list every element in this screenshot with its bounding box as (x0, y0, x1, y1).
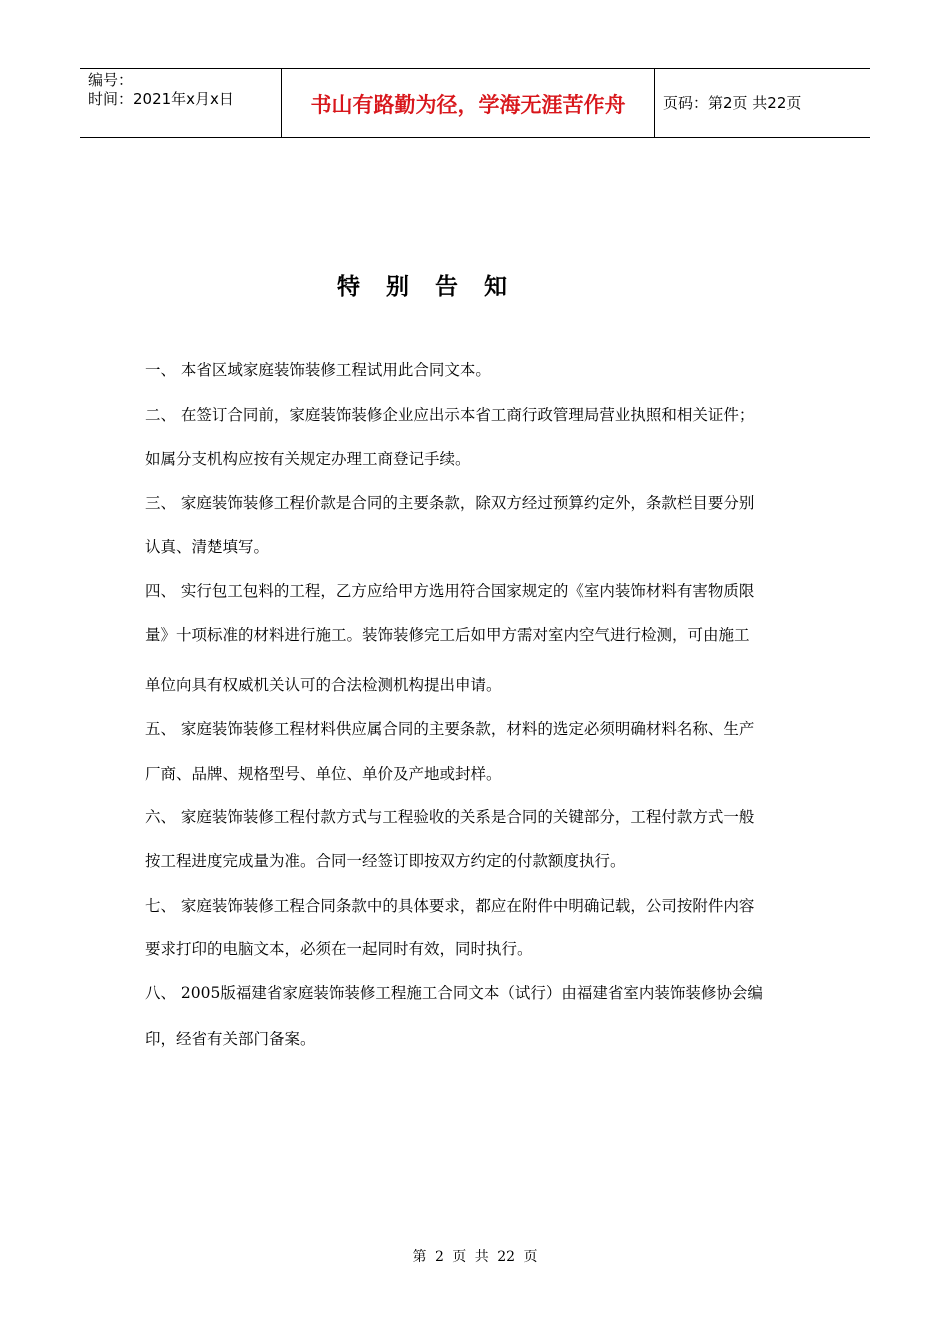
notice-item-7-line-1: 七、 家庭装饰装修工程合同条款中的具体要求，都应在附件中明确记载，公司按附件内容 (145, 897, 755, 915)
page-footer: 第 2 页 共 22 页 (412, 1249, 538, 1265)
notice-item-3-line-2: 认真、清楚填写。 (145, 538, 270, 556)
notice-item-3-line-1: 三、 家庭装饰装修工程价款是合同的主要条款，除双方经过预算约定外，条款栏目要分别 (145, 494, 755, 512)
header-info-cell (80, 69, 282, 137)
document-number-label: 编号： (88, 71, 134, 89)
header-table (80, 68, 870, 138)
notice-item-4-line-1: 四、 实行包工包料的工程，乙方应给甲方选用符合国家规定的《室内装饰材料有害物质限 (145, 582, 755, 600)
header-motto: 书山有路勤为径，学海无涯苦作舟 (310, 93, 626, 117)
document-time-label: 时间：2021年x月x日 (88, 90, 234, 108)
page-title: 特别告知 (337, 274, 533, 300)
header-page-cell (655, 69, 870, 137)
notice-item-1-line-1: 一、 本省区域家庭装饰装修工程试用此合同文本。 (145, 361, 491, 379)
notice-item-7-line-2: 要求打印的电脑文本，必须在一起同时有效，同时执行。 (145, 940, 533, 958)
notice-item-5-line-1: 五、 家庭装饰装修工程材料供应属合同的主要条款，材料的选定必须明确材料名称、生产 (145, 720, 755, 738)
notice-item-4-line-2: 量》十项标准的材料进行施工。装饰装修完工后如甲方需对室内空气进行检测，可由施工 (145, 626, 750, 644)
notice-item-6-line-2: 按工程进度完成量为准。合同一经签订即按双方约定的付款额度执行。 (145, 852, 626, 870)
header-motto-cell (282, 69, 655, 137)
notice-item-2-line-2: 如属分支机构应按有关规定办理工商登记手续。 (145, 450, 471, 468)
notice-item-6-line-1: 六、 家庭装饰装修工程付款方式与工程验收的关系是合同的关键部分，工程付款方式一般 (145, 808, 755, 826)
header-page-info: 页码：第2页 共22页 (663, 94, 802, 112)
notice-item-5-line-2: 厂商、品牌、规格型号、单位、单价及产地或封样。 (145, 765, 502, 783)
notice-item-4-line-3: 单位向具有权威机关认可的合法检测机构提出申请。 (145, 676, 502, 694)
notice-item-8-line-1: 八、 2005版福建省家庭装饰装修工程施工合同文本（试行）由福建省室内装饰装修协会编 (145, 984, 763, 1002)
notice-item-8-line-2: 印，经省有关部门备案。 (145, 1030, 316, 1048)
notice-item-2-line-1: 二、 在签订合同前，家庭装饰装修企业应出示本省工商行政管理局营业执照和相关证件； (145, 406, 755, 424)
